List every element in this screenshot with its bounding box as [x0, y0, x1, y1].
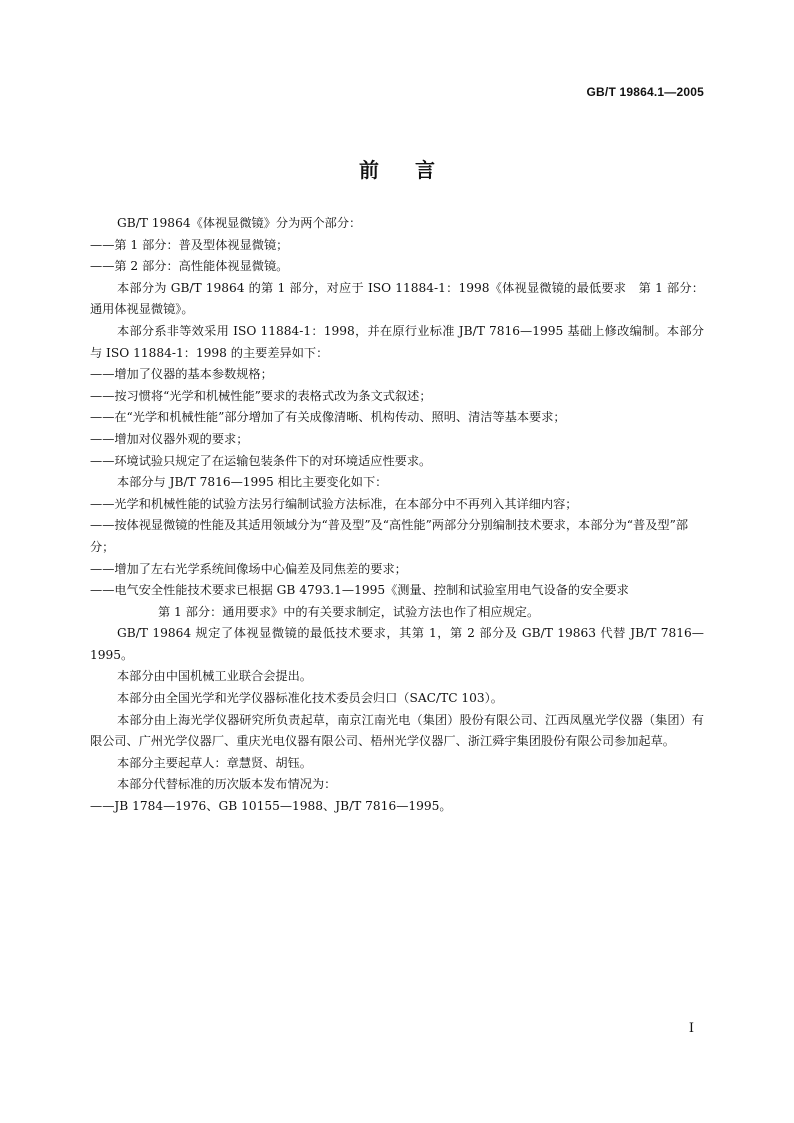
- paragraph: 本部分代替标准的历次版本发布情况为：: [117, 777, 337, 792]
- page-title: 前言: [359, 158, 471, 182]
- dash-item: ——按习惯将“光学和机械性能”要求的表格式改为条文式叙述；: [90, 388, 432, 403]
- dash-item: ——在“光学和机械性能”部分增加了有关成像清晰、机构传动、照明、清洁等基本要求；: [90, 410, 566, 425]
- page-number: I: [688, 1021, 694, 1036]
- paragraph: 本部分由全国光学和光学仪器标准化技术委员会归口（SAC/TC 103）。: [117, 691, 503, 706]
- foreword-body: [90, 213, 704, 818]
- dash-item: ——第 1 部分：普及型体视显微镜；: [90, 237, 289, 252]
- dash-item-continuation: 第 1 部分：通用要求》中的有关要求制定，试验方法也作了相应规定。: [158, 604, 540, 619]
- paragraph: 本部分由中国机械工业联合会提出。: [117, 669, 312, 684]
- dash-item: ——环境试验只规定了在运输包装条件下的对环境适应性要求。: [90, 453, 432, 468]
- paragraph: 本部分系非等效采用 ISO 11884-1：1998，并在原行业标准 JB/T 7816—1995 基础上修改编制。本部分与 ISO 11884-1：1998 的主要差异如下：: [90, 323, 704, 360]
- paragraph: 本部分主要起草人：章慧贤、胡钰。: [117, 755, 312, 770]
- paragraph: GB/T 19864 规定了体视显微镜的最低技术要求，其第 1，第 2 部分及 GB/T 19863 代替 JB/T 7816—1995。: [90, 626, 704, 662]
- dash-item: ——JB 1784—1976、GB 10155—1988、JB/T 7816—1995。: [90, 799, 452, 814]
- dash-item: ——光学和机械性能的试验方法另行编制试验方法标准，在本部分中不再列入其详细内容；: [90, 496, 578, 511]
- standard-code: GB/T 19864.1—2005: [586, 85, 704, 99]
- dash-item: ——电气安全性能技术要求已根据 GB 4793.1—1995《测量、控制和试验室用电气设备的安全要求: [90, 583, 629, 598]
- dash-item: ——增加对仪器外观的要求；: [90, 431, 249, 446]
- dash-item: ——按体视显微镜的性能及其适用领域分为“普及型”及“高性能”两部分分别编制技术要求，本部分为“普及型”部分；: [90, 518, 689, 554]
- paragraph: 本部分为 GB/T 19864 的第 1 部分，对应于 ISO 11884-1：1998《体视显微镜的最低要求 第 1 部分：通用体视显微镜》。: [90, 280, 704, 317]
- dash-item: ——第 2 部分：高性能体视显微镜。: [90, 259, 289, 274]
- paragraph: 本部分与 JB/T 7816—1995 相比主要变化如下：: [117, 475, 388, 490]
- dash-item: ——增加了左右光学系统间像场中心偏差及同焦差的要求；: [90, 561, 407, 576]
- paragraph: GB/T 19864《体视显微镜》分为两个部分：: [117, 216, 362, 230]
- dash-item: ——增加了仪器的基本参数规格；: [90, 367, 273, 382]
- paragraph: 本部分由上海光学仪器研究所负责起草，南京江南光电（集团）股份有限公司、江西凤凰光学仪器（集团）有限公司、广州光学仪器厂、重庆光电仪器有限公司、梧州光学仪器厂、浙江舜宇集团股份有限公司参加起草。: [90, 712, 704, 749]
